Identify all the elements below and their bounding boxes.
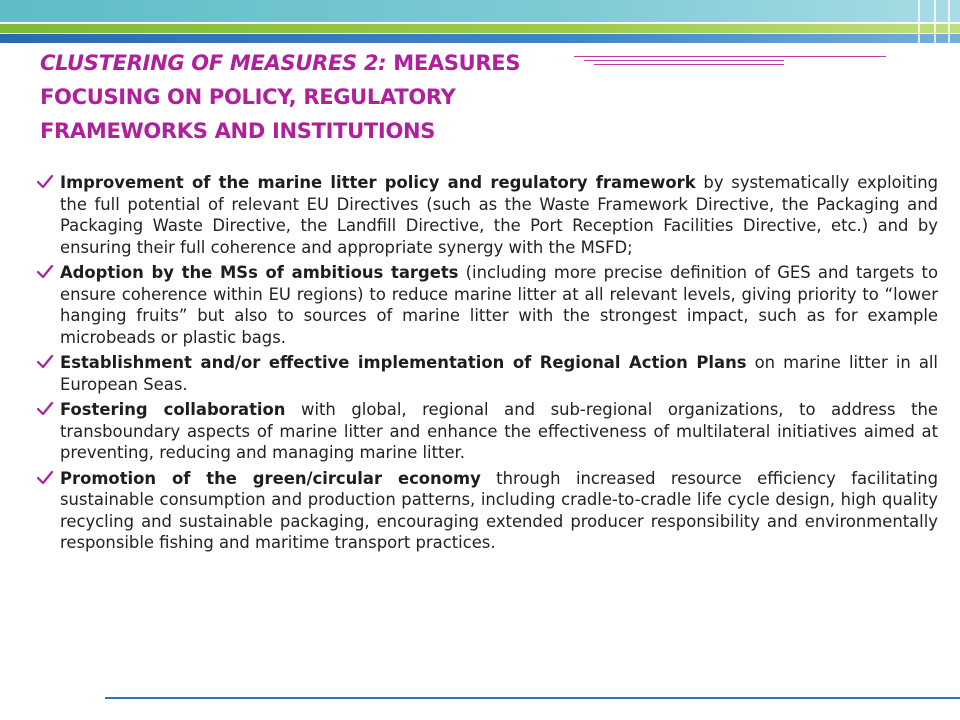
checkmark-icon (36, 354, 54, 370)
title-italic-part: CLUSTERING OF MEASURES 2: (40, 51, 387, 75)
item-text: through increased resource efficiency facilitating sustainable consumption and production patterns, including cradle-to-cradle life cycle design, high quality recycling and sustainable packaging, encouraging extended producer responsibility and environmentally responsible fishing and maritime transport practices. (60, 468, 938, 552)
footer-rule (105, 697, 960, 699)
item-bold-lead: Establishment and/or effective implementation of Regional Action Plans (60, 353, 747, 372)
item-text: with global, regional and sub-regional organizations, to address the transboundary aspects of marine litter and enhance the effectiveness of multilateral initiatives aimed at preventing, reducing and managing marine litter. (60, 400, 938, 462)
list-item (36, 399, 938, 464)
item-bold-lead: Adoption by the MSs of ambitious targets (60, 263, 459, 282)
slide-title (40, 46, 800, 148)
header-band-blue (0, 34, 960, 43)
checkmark-icon (36, 470, 54, 486)
title-line-3: FRAMEWORKS AND INSTITUTIONS (40, 119, 436, 143)
title-line-2: FOCUSING ON POLICY, REGULATORY (40, 85, 456, 109)
list-item (36, 468, 938, 554)
item-text: (including more precise definition of GES and targets to ensure coherence within EU regions) to reduce marine litter at all relevant levels, giving priority to “lower hanging fruits” but also to sources of marine litter with the strongest impact, such as for example microbeads or plastic bags. (60, 263, 938, 347)
item-bold-lead: Improvement of the marine litter policy and regulatory framework (60, 173, 696, 192)
checkmark-icon (36, 264, 54, 280)
item-text: by systematically exploiting the full potential of relevant EU Directives (such as the Waste Framework Directive, the Packaging and Packaging Waste Directive, the Landfill Directive, the Port Reception Facilities Directive, etc.) and by ensuring their full coherence and appropriate synergy with the MSFD; (60, 173, 938, 257)
checkmark-icon (36, 401, 54, 417)
item-bold-lead: Promotion of the green/circular economy (60, 468, 481, 488)
title-line-1-rest: MEASURES (386, 51, 521, 75)
item-text: on marine litter in all European Seas. (60, 353, 938, 394)
header-decoration (0, 0, 960, 44)
list-item (36, 352, 938, 395)
list-item (36, 262, 938, 348)
header-band-green (0, 24, 960, 33)
list-item (36, 172, 938, 258)
header-band-teal (0, 0, 960, 22)
checkmark-icon (36, 174, 54, 190)
header-stripes (900, 0, 960, 44)
item-bold-lead: Fostering collaboration (60, 400, 286, 419)
measures-list (36, 172, 938, 558)
